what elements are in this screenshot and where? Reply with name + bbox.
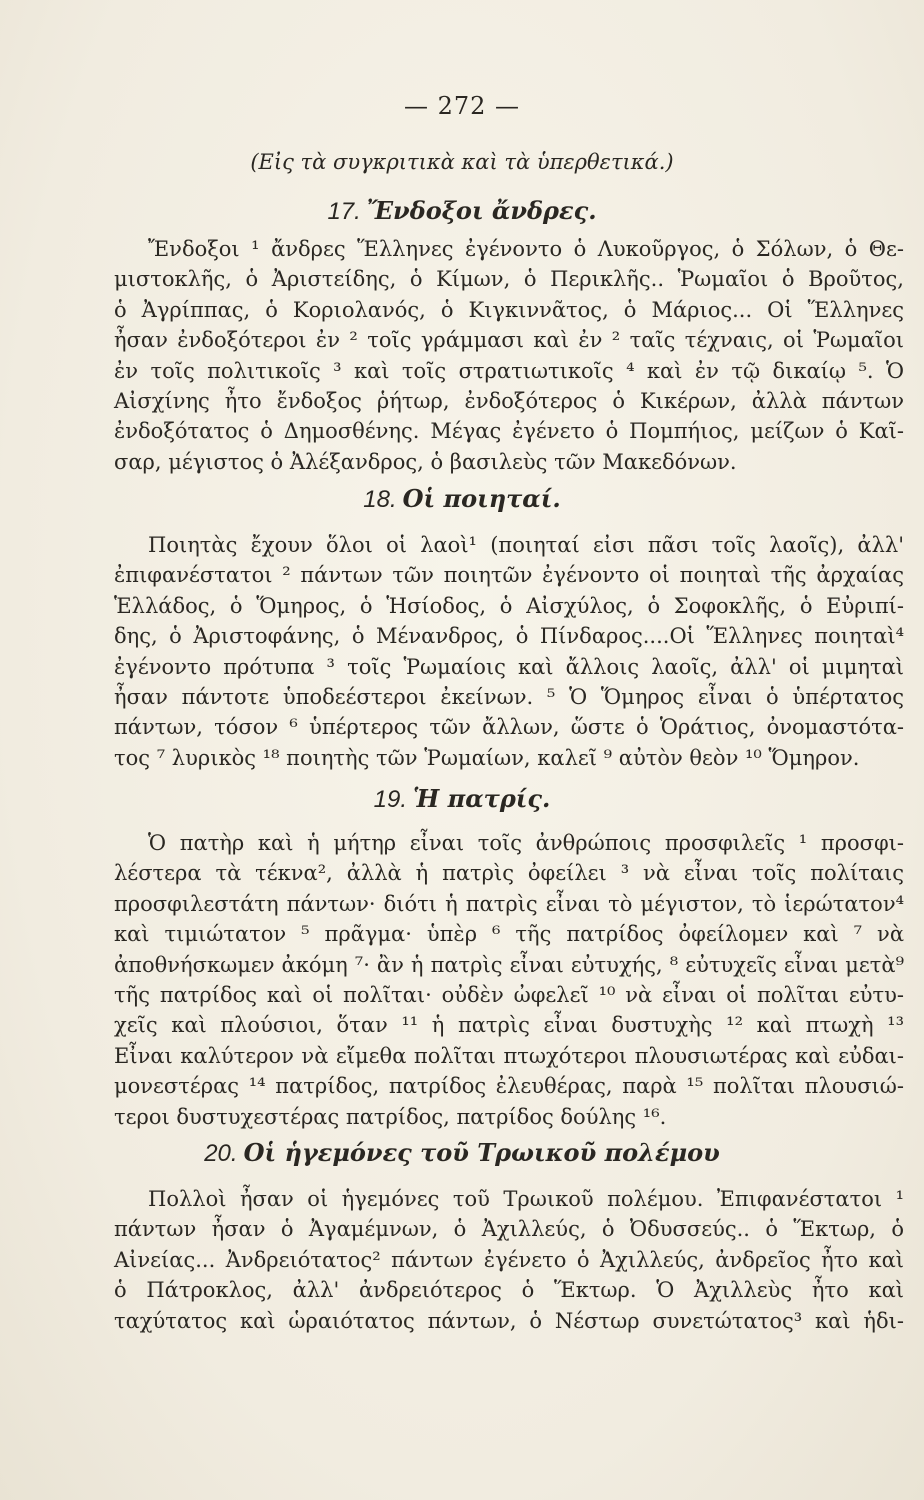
text-line: λέστερα τὰ τέκνα², ἀλλὰ ἡ πατρὶς ὀφείλει ³ νὰ εἶναι τοῖς πολίταις bbox=[114, 861, 904, 886]
text-line: ἐγένοντο πρότυπα ³ τοῖς Ῥωμαίοις καὶ ἄλλοις λαοῖς, ἀλλ' οἱ μιμηταὶ bbox=[114, 654, 904, 679]
section-title: Ἔνδοξοι ἄνδρες. bbox=[366, 196, 597, 225]
section-heading-20 bbox=[0, 1138, 924, 1168]
text-line: προσφιλεστάτη πάντων· διότι ἡ πατρὶς εἶναι τὸ μέγιστον, τὸ ἱερώτατον⁴ bbox=[114, 891, 904, 916]
text-line: καὶ τιμιώτατον ⁵ πρᾶγμα· ὑπὲρ ⁶ τῆς πατρίδος ὀφείλομεν καὶ ⁷ νὰ bbox=[114, 922, 904, 947]
text-line: Αἰσχίνης ἦτο ἔνδοξος ῥήτωρ, ἐνδοξότερος ὁ Κικέρων, ἀλλὰ πάντων bbox=[114, 389, 904, 414]
text-line: μιστοκλῆς, ὁ Ἀριστείδης, ὁ Κίμων, ὁ Περικλῆς.. Ῥωμαῖοι ὁ Βροῦτος, bbox=[114, 267, 904, 292]
text-line: πάντων, τόσον ⁶ ὑπέρτερος τῶν ἄλλων, ὥστε ὁ Ὁράτιος, ὀνομαστότα- bbox=[114, 715, 904, 740]
text-line: τος ⁷ λυρικὸς ¹⁸ ποιητὴς τῶν Ῥωμαίων, καλεῖ ⁹ αὐτὸν θεὸν ¹⁰ Ὅμηρον. bbox=[114, 745, 860, 770]
section-number: 17. bbox=[327, 198, 361, 225]
section-number: 20. bbox=[204, 1140, 238, 1167]
text-line: δης, ὁ Ἀριστοφάνης, ὁ Μένανδρος, ὁ Πίνδαρος....Οἱ Ἕλληνες ποιηταὶ⁴ bbox=[114, 624, 904, 649]
page-number: — 272 — bbox=[403, 92, 521, 120]
section-paragraph-20 bbox=[114, 1184, 904, 1336]
text-line: πάντων ἦσαν ὁ Ἀγαμέμνων, ὁ Ἀχιλλεύς, ὁ Ὀδυσσεύς.. ὁ Ἕκτωρ, ὁ bbox=[114, 1217, 904, 1242]
text-line: Ἔνδοξοι ¹ ἄνδρες Ἕλληνες ἐγένοντο ὁ Λυκοῦργος, ὁ Σόλων, ὁ Θε- bbox=[148, 237, 904, 261]
text-line: Ποιητὰς ἔχουν ὅλοι οἱ λαοὶ¹ (ποιηταί εἰσι πᾶσι τοῖς λαοῖς), ἀλλ' bbox=[148, 533, 904, 557]
section-number: 19. bbox=[373, 786, 408, 813]
text-line: ἦσαν ἐνδοξότεροι ἐν ² τοῖς γράμμασι καὶ ἐν ² ταῖς τέχναις, οἱ Ῥωμαῖοι bbox=[114, 328, 904, 353]
text-line: ἐπιφανέστατοι ² πάντων τῶν ποιητῶν ἐγένοντο οἱ ποιηταὶ τῆς ἀρχαίας bbox=[114, 563, 904, 588]
text-line: ταχύτατος καὶ ὡραιότατος πάντων, ὁ Νέστωρ συνετώτατος³ καὶ ἡδι- bbox=[114, 1308, 904, 1333]
section-title: Οἱ ποιηταί. bbox=[402, 484, 561, 513]
section-heading-19 bbox=[0, 784, 924, 814]
text-line: Ἑλλάδος, ὁ Ὅμηρος, ὁ Ἡσίοδος, ὁ Αἰσχύλος, ὁ Σοφοκλῆς, ὁ Εὐριπί- bbox=[114, 593, 904, 618]
text-line: τῆς πατρίδος καὶ οἱ πολῖται· οὐδὲν ὠφελεῖ ¹⁰ νὰ εἶναι οἱ πολῖται εὐτυ- bbox=[114, 983, 904, 1008]
section-paragraph-19 bbox=[114, 828, 904, 1132]
text-line: τεροι δυστυχεστέρας πατρίδος, πατρίδος δούλης ¹⁶. bbox=[114, 1104, 667, 1129]
text-line: Ὁ πατὴρ καὶ ἡ μήτηρ εἶναι τοῖς ἀνθρώποις προσφιλεῖς ¹ προσφι- bbox=[148, 831, 904, 855]
page-subtitle: (Εἰς τὰ συγκριτικὰ καὶ τὰ ὑπερθετικά.) bbox=[250, 150, 674, 174]
text-line: ὁ Πάτροκλος, ἀλλ' ἀνδρειότερος ὁ Ἕκτωρ. Ὁ Ἀχιλλεὺς ἦτο καὶ bbox=[114, 1278, 904, 1303]
text-line: ἦσαν πάντοτε ὑποδεέστεροι ἐκείνων. ⁵ Ὁ Ὅμηρος εἶναι ὁ ὑπέρτατος bbox=[114, 685, 904, 710]
text-line: Εἶναι καλύτερον νὰ εἴμεθα πολῖται πτωχότεροι πλουσιωτέρας καὶ εὐδαι- bbox=[114, 1043, 904, 1068]
text-line: Αἰνείας... Ἀνδρειότατος² πάντων ἐγένετο ὁ Ἀχιλλεύς, ἀνδρεῖος ἦτο καὶ bbox=[114, 1247, 904, 1272]
section-title: Ἡ πατρίς. bbox=[413, 784, 551, 813]
section-paragraph-17 bbox=[114, 234, 904, 477]
section-number: 18. bbox=[363, 486, 397, 513]
text-line: Πολλοὶ ἦσαν οἱ ἡγεμόνες τοῦ Τρωικοῦ πολέμου. Ἐπιφανέστατοι ¹ bbox=[148, 1187, 904, 1211]
section-heading-17 bbox=[0, 196, 924, 226]
text-line: ἐν τοῖς πολιτικοῖς ³ καὶ τοῖς στρατιωτικοῖς ⁴ καὶ ἐν τῷ δικαίῳ ⁵. Ὁ bbox=[114, 358, 904, 383]
text-line: μονεστέρας ¹⁴ πατρίδος, πατρίδος ἐλευθέρας, παρὰ ¹⁵ πολῖται πλουσιώ- bbox=[114, 1074, 904, 1099]
section-heading-18 bbox=[0, 484, 924, 514]
text-line: σαρ, μέγιστος ὁ Ἀλέξανδρος, ὁ βασιλεὺς τῶν Μακεδόνων. bbox=[114, 449, 737, 474]
text-line: ἀποθνήσκωμεν ἀκόμη ⁷· ἂν ἡ πατρὶς εἶναι εὐτυχής, ⁸ εὐτυχεῖς εἶναι μετὰ⁹ bbox=[114, 952, 904, 977]
text-line: ἐνδοξότατος ὁ Δημοσθένης. Μέγας ἐγένετο ὁ Πομπήιος, μείζων ὁ Καῖ- bbox=[114, 419, 904, 444]
text-line: χεῖς καὶ πλούσιοι, ὅταν ¹¹ ἡ πατρὶς εἶναι δυστυχὴς ¹² καὶ πτωχὴ ¹³ bbox=[114, 1013, 904, 1038]
section-paragraph-18 bbox=[114, 530, 904, 773]
text-line: ὁ Ἀγρίππας, ὁ Κοριολανός, ὁ Κιγκιννᾶτος, ὁ Μάριος... Οἱ Ἕλληνες bbox=[114, 297, 904, 322]
section-title: Οἱ ἡγεμόνες τοῦ Τρωικοῦ πολέμου bbox=[243, 1138, 720, 1167]
